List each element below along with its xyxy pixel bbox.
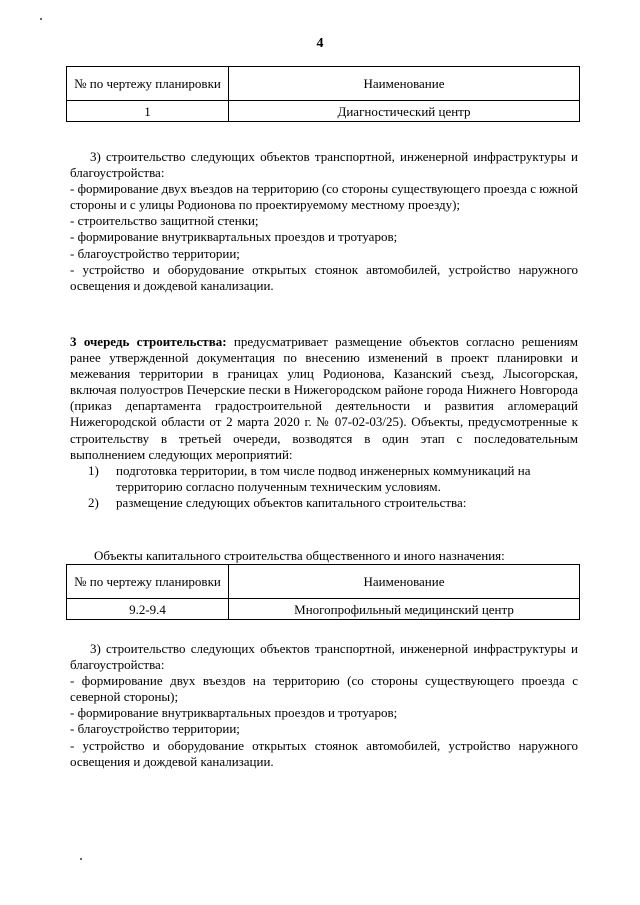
table-row bbox=[67, 101, 580, 122]
list-item: - устройство и оборудование открытых стоянок автомобилей, устройство наружного освещения и дождевой канализации. bbox=[70, 261, 578, 293]
paragraph: 3) строительство следующих объектов транспортной, инженерной инфраструктуры и благоустройства: bbox=[70, 149, 578, 181]
column-header-number: № по чертежу планировки bbox=[67, 67, 229, 101]
paragraph: 3) строительство следующих объектов транспортной, инженерной инфраструктуры и благоустройства: bbox=[70, 641, 578, 673]
list-item: - формирование внутриквартальных проездов и тротуаров; bbox=[70, 229, 398, 245]
list-item: - строительство защитной стенки; bbox=[70, 213, 259, 229]
scan-speck bbox=[40, 18, 42, 20]
page-number: 4 bbox=[316, 36, 324, 51]
column-header-name: Наименование bbox=[229, 565, 580, 599]
item-text: размещение следующих объектов капитального строительства: bbox=[116, 494, 467, 510]
section-infrastructure-2 bbox=[70, 641, 578, 770]
paragraph bbox=[70, 334, 578, 463]
column-header-number: № по чертежу планировки bbox=[67, 565, 229, 599]
table-header-row bbox=[67, 565, 580, 599]
item-text: подготовка территории, в том числе подвод инженерных коммуникаций на территорию согласно полученным техническим условиям. bbox=[116, 462, 531, 494]
scan-speck bbox=[80, 858, 82, 860]
table-caption: Объекты капитального строительства общественного и иного назначения: bbox=[94, 548, 505, 563]
table-cell-name: Диагностический центр bbox=[229, 101, 580, 122]
item-number: 1) bbox=[88, 462, 99, 478]
section-infrastructure-1 bbox=[70, 149, 578, 294]
list-item: - формирование внутриквартальных проездов и тротуаров; bbox=[70, 705, 398, 721]
table-header-row bbox=[67, 67, 580, 101]
table-cell-number: 9.2-9.4 bbox=[67, 599, 229, 620]
objects-table-1 bbox=[66, 66, 580, 122]
list-item: - формирование двух въездов на территорию (со стороны существующего проезда с северной стороны); bbox=[70, 673, 578, 705]
stage-title: 3 очередь строительства: bbox=[70, 334, 227, 349]
objects-table-2 bbox=[66, 564, 580, 620]
table-row bbox=[67, 599, 580, 620]
table-cell-number: 1 bbox=[67, 101, 229, 122]
list-item: - благоустройство территории; bbox=[70, 721, 240, 737]
list-item: - благоустройство территории; bbox=[70, 245, 240, 261]
list-item: - формирование двух въездов на территорию (со стороны существующего проезда с южной стороны и с улицы Родионова по проектируемому местному проезду); bbox=[70, 181, 578, 213]
list-item: - устройство и оборудование открытых стоянок автомобилей, устройство наружного освещения и дождевой канализации. bbox=[70, 737, 578, 769]
section-stage-3 bbox=[70, 334, 578, 511]
stage-text: предусматривает размещение объектов согласно решениям ранее утвержденной документация по внесению изменений в проект планировки и межевания территории в границах улиц Родионова, Казанский съезд, Лысогорская, включая полуостров Печерские пески в Нижегородском районе города Нижнего Новгорода (приказ департамента градостроительной деятельности и развития агломераций Нижегородской области от 2 марта 2020 г. № 07-02-03/25). Объекты, предусмотренные к строительству в третьей очереди, возводятся в один этап с последовательным выполнением следующих мероприятий: bbox=[70, 334, 578, 462]
column-header-name: Наименование bbox=[229, 67, 580, 101]
numbered-item bbox=[88, 463, 578, 495]
table-cell-name: Многопрофильный медицинский центр bbox=[229, 599, 580, 620]
item-number: 2) bbox=[88, 494, 99, 510]
numbered-item bbox=[88, 495, 578, 511]
